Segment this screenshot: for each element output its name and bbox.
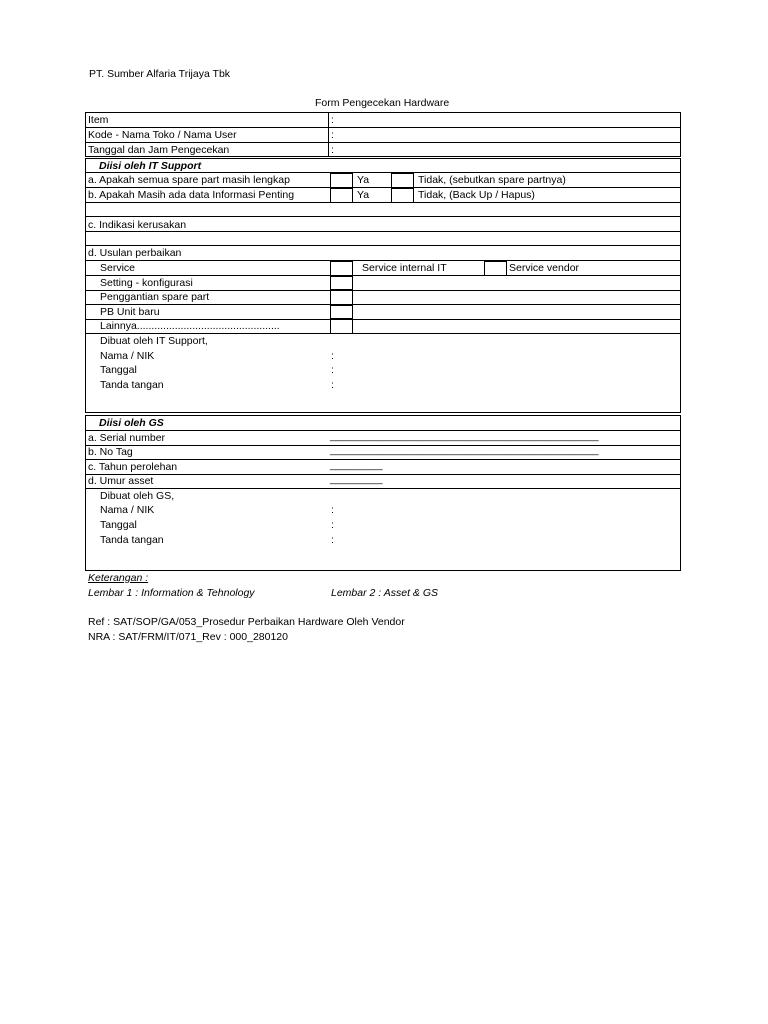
it-tanda-tangan-colon: : <box>331 379 334 391</box>
reference-note: Ref : SAT/SOP/GA/053_Prosedur Perbaikan Hardware Oleh Vendor <box>88 616 405 628</box>
lembar-2-note: Lembar 2 : Asset & GS <box>331 587 438 599</box>
company-name: PT. Sumber Alfaria Trijaya Tbk <box>89 68 231 80</box>
no-tag-label: b. No Tag <box>88 446 133 458</box>
checkbox-service[interactable] <box>330 261 353 276</box>
row-divider <box>85 459 681 460</box>
kode-label: Kode - Nama Toko / Nama User <box>88 129 237 141</box>
row-divider <box>85 275 681 276</box>
checkbox-penggantian[interactable] <box>330 290 353 305</box>
checkbox-a-ya[interactable] <box>330 173 353 188</box>
checkbox-pb-unit[interactable] <box>330 305 353 319</box>
checkbox-lainnya[interactable] <box>330 319 353 334</box>
serial-number-line: ______________________________________________ <box>330 430 599 442</box>
row-divider <box>85 231 681 232</box>
checkbox-b-ya[interactable] <box>330 188 353 203</box>
row-divider <box>85 474 681 475</box>
row-divider <box>85 304 681 305</box>
row-divider <box>85 216 681 217</box>
it-tanggal-colon: : <box>331 364 334 376</box>
checkbox-a-tidak[interactable] <box>391 173 414 188</box>
tahun-label: c. Tahun perolehan <box>88 461 178 473</box>
umur-label: d. Umur asset <box>88 475 154 487</box>
no-tag-line: ______________________________________________ <box>330 444 599 456</box>
tanggal-jam-label: Tanggal dan Jam Pengecekan <box>88 144 230 156</box>
question-d: d. Usulan perbaikan <box>88 247 182 259</box>
tidak-label-b: Tidak, (Back Up / Hapus) <box>418 189 535 201</box>
pb-unit-label: PB Unit baru <box>100 306 160 318</box>
gs-section-heading: Diisi oleh GS <box>99 417 164 429</box>
form-title: Form Pengecekan Hardware <box>315 97 450 109</box>
ya-label-b: Ya <box>357 189 370 201</box>
it-section-heading: Diisi oleh IT Support <box>99 160 202 172</box>
service-label: Service <box>100 262 136 274</box>
gs-nama-nik-label: Nama / NIK <box>100 504 155 516</box>
serial-number-label: a. Serial number <box>88 432 166 444</box>
column-divider <box>352 260 353 334</box>
lembar-1-note: Lembar 1 : Information & Tehnology <box>88 587 255 599</box>
gs-tanggal-colon: : <box>331 519 334 531</box>
gs-nama-colon: : <box>331 504 334 516</box>
checkbox-service-vendor[interactable] <box>484 261 507 276</box>
nra-note: NRA : SAT/FRM/IT/071_Rev : 000_280120 <box>88 631 288 643</box>
tahun-line: _________ <box>330 459 383 471</box>
keterangan-label: Keterangan : <box>88 572 149 584</box>
kode-colon: : <box>331 129 334 141</box>
gs-dibuat-label: Dibuat oleh GS, <box>100 490 175 502</box>
it-dibuat-label: Dibuat oleh IT Support, <box>100 335 208 347</box>
it-tanggal-label: Tanggal <box>100 364 137 376</box>
item-colon: : <box>331 114 334 126</box>
tidak-label-a: Tidak, (sebutkan spare partnya) <box>418 174 566 186</box>
row-divider <box>85 290 681 291</box>
checkbox-b-tidak[interactable] <box>391 188 414 203</box>
service-internal-label: Service internal IT <box>362 262 447 274</box>
row-divider <box>85 445 681 446</box>
checkbox-setting[interactable] <box>330 276 353 290</box>
tanggal-jam-colon: : <box>331 144 334 156</box>
gs-tanda-tangan-label: Tanda tangan <box>100 534 164 546</box>
lainnya-label: Lainnya................................................. <box>100 320 280 332</box>
ya-label-a: Ya <box>357 174 370 186</box>
penggantian-label: Penggantian spare part <box>100 291 210 303</box>
umur-line: _________ <box>330 473 383 485</box>
row-divider <box>85 202 681 203</box>
setting-label: Setting - konfigurasi <box>100 277 193 289</box>
it-tanda-tangan-label: Tanda tangan <box>100 379 164 391</box>
row-divider <box>85 488 681 489</box>
item-label: Item <box>88 114 109 126</box>
question-c: c. Indikasi kerusakan <box>88 219 187 231</box>
gs-tanda-tangan-colon: : <box>331 534 334 546</box>
column-divider <box>328 112 329 157</box>
it-nama-colon: : <box>331 350 334 362</box>
row-divider <box>85 319 681 320</box>
gs-tanggal-label: Tanggal <box>100 519 137 531</box>
question-a: a. Apakah semua spare part masih lengkap <box>88 174 290 186</box>
service-vendor-label: Service vendor <box>509 262 580 274</box>
it-nama-nik-label: Nama / NIK <box>100 350 155 362</box>
question-b: b. Apakah Masih ada data Informasi Penting <box>88 189 295 201</box>
